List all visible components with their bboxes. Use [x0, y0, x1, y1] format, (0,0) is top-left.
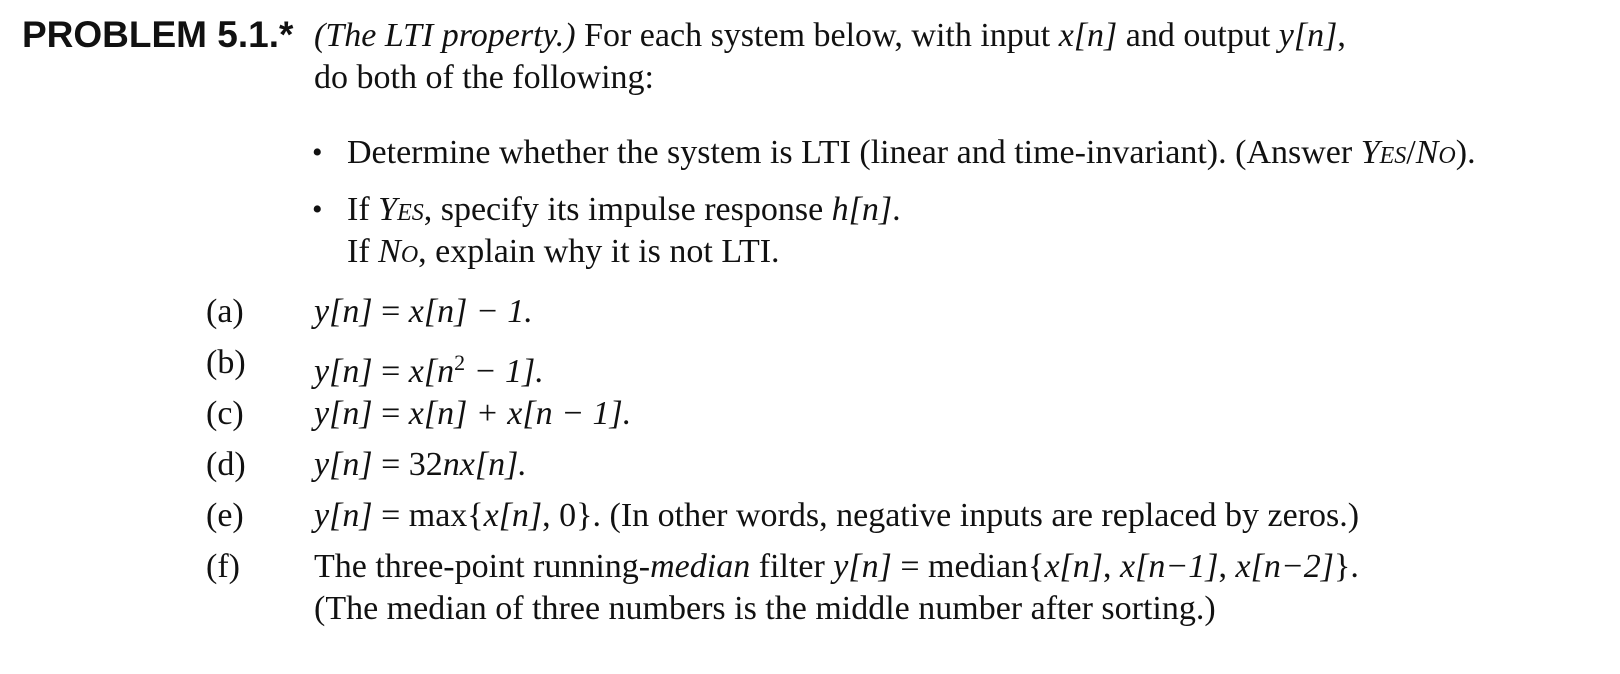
problem-intro-line-2: do both of the following: [314, 59, 654, 96]
equation-rhs: x[n] [483, 497, 543, 534]
bullet-1-text: Determine whether the system is LTI (linear and time-invariant). (Answer [347, 134, 1361, 171]
equation-rhs-end: − 1]. [465, 353, 544, 390]
input-symbol: x[n] [1058, 17, 1118, 54]
if-text: If [347, 191, 379, 228]
output-symbol: y[n] [1278, 17, 1338, 54]
item-f-note: (The median of three numbers is the middle number after sorting.) [314, 590, 1216, 627]
max-function: max{ [408, 497, 484, 534]
max-end: , 0}. [542, 497, 601, 534]
problem-title: (The LTI property.) [314, 17, 576, 54]
item-label-c: (c) [206, 395, 244, 432]
median-word: median [650, 548, 751, 585]
item-equation-b [314, 343, 544, 392]
equals-sign: = [372, 446, 409, 483]
bullet-item-2-line-1 [347, 190, 901, 230]
bullet-3-text: , explain why it is not LTI. [418, 233, 780, 270]
period: . [892, 191, 901, 228]
comma: , [1103, 548, 1120, 585]
equals-sign: = [372, 293, 409, 330]
yes-word: Yes [1360, 134, 1407, 171]
equation-rhs: x[n] + x[n − 1]. [408, 395, 632, 432]
and-output-text: and output [1117, 17, 1279, 54]
median-arg-2: x[n−1] [1120, 548, 1219, 585]
bullet-dot-2: • [312, 193, 323, 226]
equation-lhs: y[n] [314, 353, 373, 390]
equation-rhs: nx[n]. [442, 446, 527, 483]
intro-text: For each system below, with input [575, 17, 1059, 54]
item-f-intro: The three-point running- [314, 548, 651, 585]
filter-word: filter [750, 548, 834, 585]
bullet-dot-1: • [312, 136, 323, 169]
exponent: 2 [454, 350, 466, 375]
item-equation-d [314, 445, 527, 485]
median-function: = median{ [891, 548, 1045, 585]
equation-rhs: x[n [408, 353, 455, 390]
item-label-e: (e) [206, 497, 244, 534]
no-word: No [1415, 134, 1456, 171]
item-label-d: (d) [206, 446, 246, 483]
bullet-item-2-line-2 [347, 232, 780, 272]
bullet-2-text: , specify its impulse response [423, 191, 832, 228]
item-equation-e [314, 496, 1359, 536]
equals-sign: = [372, 395, 409, 432]
impulse-response-symbol: h[n] [831, 191, 893, 228]
equation-lhs: y[n] [314, 446, 373, 483]
problem-label: PROBLEM 5.1.* [22, 14, 294, 55]
item-equation-a [314, 292, 533, 332]
median-arg-3: x[n−2] [1235, 548, 1334, 585]
item-equation-c [314, 394, 631, 434]
equation-lhs: y[n] [314, 395, 373, 432]
item-note: (In other words, negative inputs are replaced by zeros.) [601, 497, 1360, 534]
equation-lhs: y[n] [314, 293, 373, 330]
comma: , [1218, 548, 1236, 585]
problem-intro-line-1 [314, 16, 1346, 56]
median-arg-1: x[n] [1044, 548, 1103, 585]
no-word: No [378, 233, 419, 270]
bullet-1-end: ). [1455, 134, 1476, 171]
equals-sign: = [372, 353, 409, 390]
item-label-b: (b) [206, 344, 246, 381]
yes-word: Yes [378, 191, 424, 228]
bullet-item-1 [347, 133, 1476, 173]
item-label-a: (a) [206, 293, 244, 330]
equation-lhs: y[n] [314, 497, 373, 534]
item-label-f: (f) [206, 548, 240, 585]
intro-comma: , [1337, 17, 1346, 54]
slash: / [1406, 134, 1416, 171]
median-end: }. [1334, 548, 1359, 585]
equation-lhs: y[n] [833, 548, 892, 585]
item-text-f [314, 547, 1359, 587]
equals-sign: = [372, 497, 409, 534]
equation-rhs: x[n] − 1. [408, 293, 533, 330]
if-text: If [347, 233, 379, 270]
coefficient: 32 [408, 446, 443, 483]
